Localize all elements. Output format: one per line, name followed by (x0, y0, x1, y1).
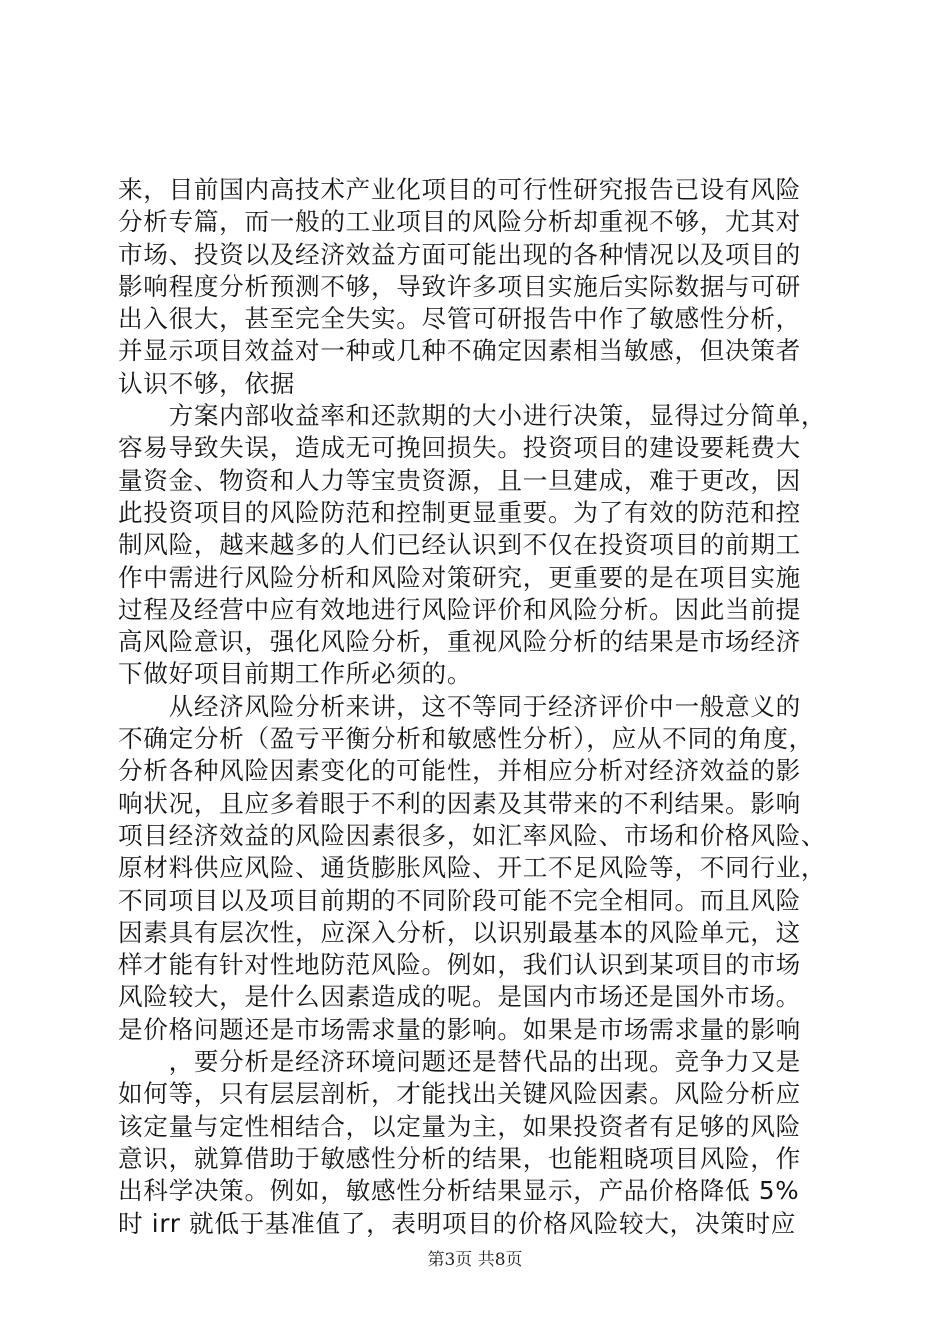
text-line: 方案内部收益率和还款期的大小进行决策，显得过分简单， (118, 401, 827, 431)
text-line: 风险较大，是什么因素造成的呢。是国内市场还是国外市场。 (118, 982, 801, 1012)
text-line: 项目经济效益的风险因素很多，如汇率风险、市场和价格风险、 (118, 820, 827, 850)
text-line: 从经济风险分析来讲，这不等同于经济评价中一般意义的 (118, 691, 801, 721)
text-line: 原材料供应风险、通货膨胀风险、开工不足风险等，不同行业， (118, 853, 827, 883)
text-line: 下做好项目前期工作所必须的。 (118, 659, 473, 689)
text-line: 不确定分析（盈亏平衡分析和敏感性分析），应从不同的角度， (118, 724, 814, 754)
text-line: 如何等，只有层层剖析，才能找出关键风险因素。风险分析应 (118, 1079, 801, 1109)
text-line: 出入很大，甚至完全失实。尽管可研报告中作了敏感性分析， (118, 304, 801, 334)
text-line: 分析各种风险因素变化的可能性，并相应分析对经济效益的影 (118, 756, 801, 786)
text-line: 来，目前国内高技术产业化项目的可行性研究报告已设有风险 (118, 175, 801, 204)
body-text (118, 174, 834, 1240)
text-line: 过程及经营中应有效地进行风险评价和风险分析。因此当前提 (118, 594, 801, 624)
text-line: 该定量与定性相结合，以定量为主，如果投资者有足够的风险 (118, 1111, 801, 1141)
text-line: 高风险意识，强化风险分析，重视风险分析的结果是市场经济 (118, 627, 801, 657)
text-line: 样才能有针对性地防范风险。例如，我们认识到某项目的市场 (118, 950, 801, 980)
text-line: 响状况，且应多着眼于不利的因素及其带来的不利结果。影响 (118, 788, 801, 818)
text-line: 时 irr 就低于基准值了，表明项目的价格风险较大，决策时应 (118, 1208, 797, 1238)
text-line: 市场、投资以及经济效益方面可能出现的各种情况以及项目的 (118, 239, 801, 269)
text-line: 作中需进行风险分析和风险对策研究，更重要的是在项目实施 (118, 562, 801, 592)
text-line: ，要分析是经济环境问题还是替代品的出现。竞争力又是 (118, 1047, 801, 1077)
text-line: 容易导致失误，造成无可挽回损失。投资项目的建设要耗费大 (118, 433, 801, 463)
text-line: 因素具有层次性，应深入分析，以识别最基本的风险单元，这 (118, 917, 801, 947)
text-line: 是价格问题还是市场需求量的影响。如果是市场需求量的影响 (118, 1014, 801, 1044)
text-line: 制风险，越来越多的人们已经认识到不仅在投资项目的前期工 (118, 530, 801, 560)
text-line: 不同项目以及项目前期的不同阶段可能不完全相同。而且风险 (118, 885, 801, 915)
text-line: 并显示项目效益对一种或几种不确定因素相当敏感，但决策者 (118, 336, 801, 366)
page-footer: 第3页 共8页 (427, 1250, 523, 1270)
text-line: 此投资项目的风险防范和控制更显重要。为了有效的防范和控 (118, 497, 801, 527)
text-line: 认识不够，依据 (118, 368, 296, 398)
text-line: 影响程度分析预测不够，导致许多项目实施后实际数据与可研 (118, 271, 801, 301)
text-line: 分析专篇，而一般的工业项目的风险分析却重视不够，尤其对 (118, 207, 801, 237)
text-line: 出科学决策。例如，敏感性分析结果显示，产品价格降低 5% (118, 1176, 800, 1206)
text-line: 意识，就算借助于敏感性分析的结果，也能粗晓项目风险，作 (118, 1143, 801, 1173)
text-line: 量资金、物资和人力等宝贵资源，且一旦建成，难于更改，因 (118, 465, 801, 495)
